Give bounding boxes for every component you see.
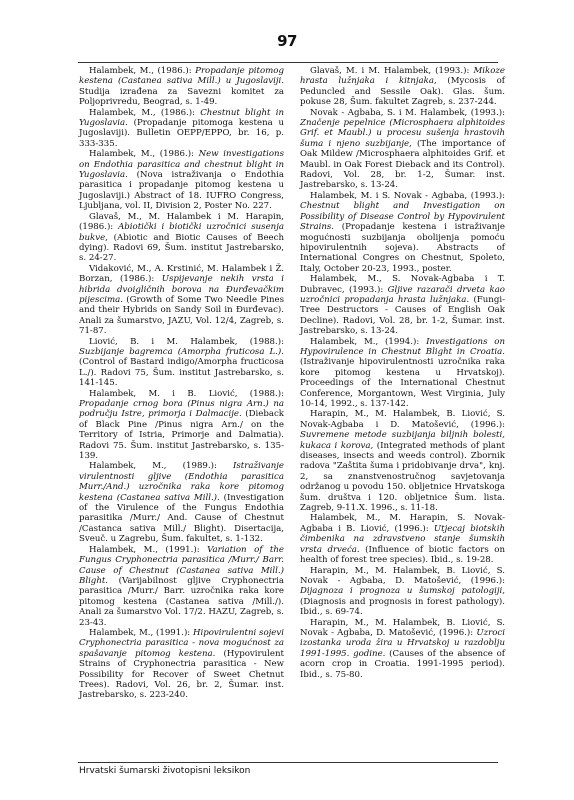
right-column (300, 66, 505, 680)
bibliography-entry (79, 337, 284, 389)
entry-title: Chestnut blight in Yugoslavia. (79, 107, 284, 129)
entry-details: (Investigation of the Virulence of the Fungus Endothia parasitika /Murr./ And. Cause of Chestnut /Castanca sativa Mill./ Blight). Disertacija, Sveuč. u Zagrebu, Šum. fakultet, s. 1-132. (79, 492, 284, 545)
entry-details: (Diagnosis and prognosis in forest pathology). Ibid., s. 69-74. (300, 596, 505, 618)
bibliography-entry (300, 409, 505, 513)
entry-authors: Halambek, M., (1991.): (89, 627, 193, 638)
entry-details: (The importance of Oak Mildew /Microsphaera alphitoides Grif. et Maubl. in Oak Forest Dieback and its Control). Radovi, Vol. 28, br. 1-2, Šumar. inst. Jastrebarsko, s. 13-24. (300, 138, 506, 191)
bibliography-entry (300, 66, 505, 108)
entry-details: (Propadanje kestena i istraživanje mogućnosti suzbijanja obolijenja pomoću hipovirulentnih sojeva). Abstracts of International Congres on Chestnut, Spoleto, Italy, October 20-23, 1993., poster. (300, 222, 505, 274)
entry-title: Suzbijanje bagremca (Amorpha fruticosa L.). (79, 346, 284, 357)
entry-title: Uspijevanje nekih vrsta i hibrida dvoigličnih borova na Đurđevačkim pijescima. (79, 274, 285, 305)
entry-authors: Harapin, M., M. Halambek, B. Liović, S. Novak - Agbaba, D. Matošević, (1996.): (300, 565, 505, 586)
bibliography-entry (300, 513, 505, 565)
entry-title: Chestnut blight and Investigation on Possibility of Disease Control by Hypovirulent Strains. (300, 201, 505, 233)
entry-details: (Causes of the absence of acorn crop in Croatia. 1991-1995 period). Ibid., s. 75-80. (300, 648, 505, 680)
entry-details: (Dieback of Black Pine /Pinus nigra Arn./ on the Territory of Istria, Primorje and Dalmatia). Radovi 75. Šum. institut Jastrebarsko, s. 135-139. (79, 409, 284, 462)
entry-details: Studija izrađena za Savezni komitet za Poljoprivredu, Beograd, s. 1-49. (79, 86, 284, 108)
entry-authors: Vidaković, M., A. Krstinić, M. Halambek i Ž. Borzan, (1986.): (79, 263, 284, 285)
entry-title: Suvremene metode suzbijanja biljnih bolesti, kukaca i korova, (300, 430, 505, 451)
entry-title: Istraživanje virulentnosti gljive (Endothia parasitica Murr./And.) uzročnika raka kore pitomog kestena (Castanea sativa Mill.). (79, 461, 284, 503)
bibliography-entry (300, 274, 505, 336)
top-rule (78, 62, 498, 63)
entry-authors: Harapin, M., M. Halambek, B. Liović, S. Novak - Agbaba, D. Matošević, (1996.): (300, 617, 505, 638)
bottom-rule (78, 762, 498, 763)
entry-authors: Halambek, M., (1986.): (89, 66, 196, 76)
bibliography-entry (300, 108, 505, 191)
entry-authors: Halambek, M., (1994.): (310, 336, 427, 347)
bibliography-entry (79, 66, 284, 108)
entry-details: (Nova istraživanja o Endothia parasitica i propadanje pitomog kestena u Jugoslaviji.) Abstract of 18. IUFRO Congress, Ljubljana, vol. II, Division 2, Poster No. 227. (79, 170, 284, 212)
entry-title: Dijagnoza i prognoza u šumskoj patologiji, (300, 586, 505, 597)
bibliography-entry (79, 389, 284, 462)
entry-authors: Novak - Agbaba, S. i M. Halambek, (1993.): (310, 107, 505, 118)
entry-details: (Mycosis of Peduncled and Sessile Oak). Glas. šum. pokuse 28, Šum. fakultet Zagreb, s. 237-244. (300, 76, 505, 108)
entry-details: (Control of Bastard indigo/Amorpha fructicosa L./). Radovi 75, Šum. institut Jastrebarsko, s. 141-145. (79, 357, 284, 389)
entry-title: New investigations on Endothia parasitica and chestnut blight in Yugoslavia. (79, 149, 284, 181)
entry-title: Propadanje pitomog kestena (Castanea sativa Mill.) u Jugoslaviji. (79, 66, 284, 87)
entry-authors: Liović, B. i M. Halambek, (1988.): (89, 336, 284, 347)
entry-authors: Halambek, M., (1986.): (89, 149, 199, 160)
entry-authors: Halambek, M. i S. Novak - Agbaba, (1993.): (310, 190, 505, 201)
bibliography-entry (300, 191, 505, 274)
entry-details: (Fungi-Tree Destructors - Causes of English Oak Decline). Radovi, Vol. 28, br. 1-2, Šumar. inst. Jastrebarsko, s. 13-24. (300, 294, 505, 337)
bibliography-entry (300, 337, 505, 410)
bibliography-entry (79, 264, 284, 337)
entry-title: Značenje pepelnice (Microsphaera alphitoides Grif. et Maubl.) u procesu sušenja hrastovih šuma i njeno suzbijanje, (300, 118, 505, 149)
footer-text: Hrvatski šumarski životopisni leksikon (79, 766, 251, 776)
entry-title: Investigations on Hypovirulence in Chestnut Blight in Croatia. (300, 336, 506, 357)
bibliography-entry (300, 618, 505, 680)
bibliography-entry (79, 545, 284, 628)
bibliography-entry (79, 628, 284, 701)
bibliography-entry (300, 566, 505, 618)
entry-authors: Halambek, M., M. Harapin, S. Novak-Agbaba i B. Liović, (1996.): (300, 513, 505, 534)
entry-title: Abiotički i biotički uzročnici susenja bukve, (79, 222, 284, 243)
entry-details: (Istraživanje hipovirulentnosti uzročnika raka kore pitomog kestena u Hrvatskoj). Proceedings of the International Chestnut Conference, Morgantown, West Virginia, July 10-14, 1992., s. 137-142. (300, 357, 505, 409)
bibliography-entry (79, 461, 284, 544)
entry-details: (Varijabilnost gljive Cryphonectria parasitica /Murr./ Barr. uzročnika raka kore pitomog kestena (Castanea sativa /Mill./). Anali za šumarstvo Vol. 17/2. HAZU, Zagreb, s. 23-43. (79, 575, 284, 628)
left-column (79, 66, 284, 701)
entry-details: (Propadanje pitomoga kestena u Jugoslaviji). Bulletin OEPP/EPPO, br. 16, p. 333-335. (79, 118, 284, 149)
bibliography-entry (79, 149, 284, 211)
entry-authors: Glavaš, M., M. Halambek i M. Harapin, (1986.): (79, 211, 284, 233)
entry-authors: Halambek, M., (1986.): (89, 107, 201, 118)
bibliography-entry (79, 108, 284, 150)
entry-authors: Harapin, M., M. Halambek, B. Liović, S. Novak-Agbaba i D. Matošević, (1996.): (300, 409, 505, 430)
entry-title: Utjecaj biotskih čimbenika na zdravstveno stanje šumskih vrsta drveća. (300, 523, 505, 555)
entry-authors: Halambek, M., (1989.): (89, 461, 233, 472)
entry-authors: Halambek, M. i B. Liović, (1988.): (89, 388, 284, 399)
entry-details: (Abiotic and Biotic Causes of Beech dying). Radovi 69, Šum. institut Jastrebarsko, s. 24-27. (79, 232, 284, 264)
entry-title: Propadanje crnog bora (Pinus nigra Arn.) na području Istre, primorja i Dalmacije. (79, 399, 284, 420)
entry-details: (Integrated methods of plant diseases, insects and weeds control). Zbornik radova "Zaštita šuma i pridobivanje drva", knj. 2, sa znanstvenostručnog savjetovanja održanog u povodu 150. obljetnice Hrvatskoga šum. društva i 120. obljetnice Šum. lista. Zagreb, 9-11.X. 1996., s. 11-18. (300, 440, 505, 514)
entry-title: Hipovirulentni sojevi Cryphonectria parasitica - nova mogućnost za spašavanje pitomog kestena. (79, 627, 284, 659)
entry-details: (Influence of biotic factors on health of forest tree species). Ibid., s. 19-28. (300, 544, 505, 566)
entry-details: (Hypovirulent Strains of Cryphonectria parasitica - New Possibility for Recover of Sweet Chetnut Trees). Radovi, Vol. 26, br. 2, Šumar. inst. Jastrebarsko, s. 223-240. (79, 648, 284, 701)
entry-details: (Growth of Some Two Needle Pines and their Hybrids on Sandy Soil in Đurđevac). Anali za šumarstvo, JAZU, Vol. 12/4, Zagreb, s. 71-87. (79, 294, 284, 337)
entry-title: Variation of the Fungus Cryphonectria parasitica /Murr./ Barr. Cause of Chestnut (Castanea sativa Mill.) Blight. (79, 544, 285, 586)
entry-title: Gljive razarači drveta kao uzročnici propadanja hrasta lužnjaka. (300, 284, 505, 305)
bibliography-entry (79, 212, 284, 264)
entry-title: Uzroci izostanka uroda žira u Hrvatskoj u razdoblju 1991-1995. godine. (300, 627, 505, 659)
entry-authors: Halambek, M., (1991.): (89, 544, 208, 555)
page-number: 97 (277, 32, 297, 50)
entry-authors: Halambek, M., S. Novak-Agbaba i T. Dubravec, (1993.): (300, 274, 505, 295)
entry-authors: Glavaš, M. i M. Halambek, (1993.): (310, 66, 474, 76)
entry-title: Mikoze hrasta lužnjaka i kitnjaka, (300, 66, 505, 87)
